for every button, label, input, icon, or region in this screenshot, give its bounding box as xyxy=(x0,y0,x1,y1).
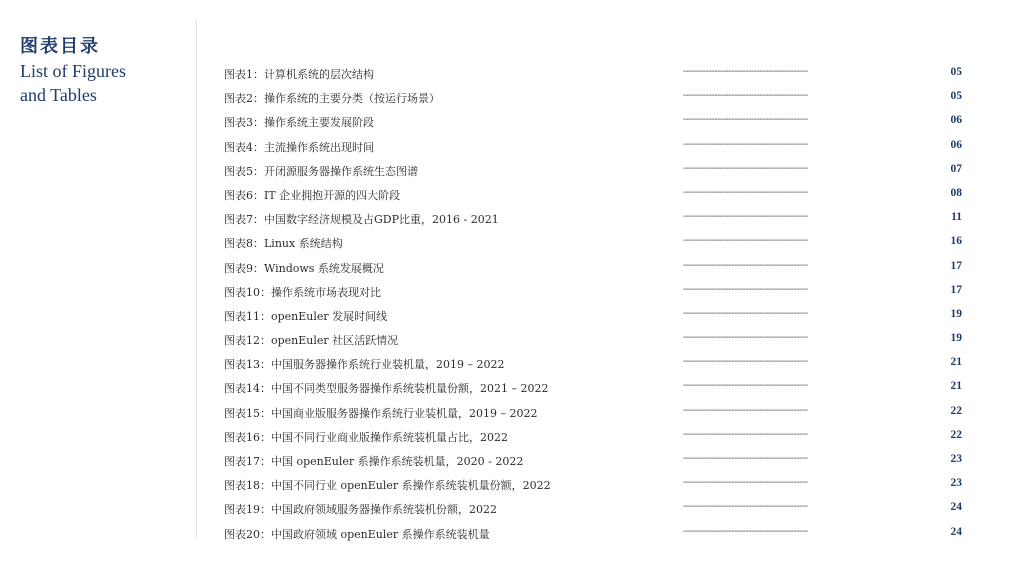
toc-page-number: 22 xyxy=(950,428,962,441)
toc-entry-label: 图表10：操作系统市场表现对比 xyxy=(224,285,381,299)
toc-page-number: 17 xyxy=(950,283,962,296)
figure-list xyxy=(224,62,970,546)
toc-entry[interactable] xyxy=(224,376,970,400)
toc-entry[interactable] xyxy=(224,497,970,521)
toc-entry[interactable] xyxy=(224,256,970,280)
toc-entry-label: 图表11：openEuler 发展时间线 xyxy=(224,309,388,323)
heading-english-line1: List of Figures xyxy=(20,61,126,81)
toc-entry[interactable] xyxy=(224,231,970,255)
toc-page-number: 21 xyxy=(950,380,962,393)
toc-entry[interactable] xyxy=(224,207,970,231)
toc-leader-dots: -------------------------------------------- xyxy=(683,404,808,416)
toc-leader-dots: -------------------------------------------- xyxy=(683,501,808,513)
toc-entry[interactable] xyxy=(224,280,970,304)
toc-page-number: 17 xyxy=(950,259,962,272)
toc-entry-label: 图表16：中国不同行业商业版操作系统装机量占比，2022 xyxy=(224,430,508,444)
toc-entry-label: 图表3：操作系统主要发展阶段 xyxy=(224,116,374,130)
toc-entry[interactable] xyxy=(224,352,970,376)
toc-leader-dots: -------------------------------------------- xyxy=(683,380,808,392)
toc-entry[interactable] xyxy=(224,473,970,497)
toc-leader-dots: -------------------------------------------- xyxy=(683,90,808,102)
toc-page-number: 21 xyxy=(950,356,962,369)
toc-entry[interactable] xyxy=(224,62,970,86)
toc-entry-label: 图表2：操作系统的主要分类（按运行场景） xyxy=(224,92,440,106)
toc-entry[interactable] xyxy=(224,110,970,134)
toc-page-number: 23 xyxy=(950,477,962,490)
toc-page-number: 24 xyxy=(950,525,962,538)
toc-leader-dots: -------------------------------------------- xyxy=(683,477,808,489)
toc-page-number: 05 xyxy=(950,66,962,78)
vertical-divider xyxy=(196,20,197,538)
toc-page-number: 05 xyxy=(950,90,962,103)
toc-page-number: 11 xyxy=(951,211,962,224)
toc-entry-label: 图表9：Windows 系统发展概况 xyxy=(224,261,384,275)
toc-leader-dots: -------------------------------------------- xyxy=(683,428,808,440)
toc-entry-label: 图表1：计算机系统的层次结构 xyxy=(224,68,374,81)
toc-entry-label: 图表4：主流操作系统出现时间 xyxy=(224,140,374,154)
toc-entry[interactable] xyxy=(224,425,970,449)
toc-leader-dots: -------------------------------------------- xyxy=(683,66,808,77)
toc-page-number: 23 xyxy=(950,453,962,465)
toc-page-number: 06 xyxy=(950,114,962,127)
toc-entry-label: 图表14：中国不同类型服务器操作系统装机量份额，2021 – 2022 xyxy=(224,382,549,396)
toc-entry-label: 图表18：中国不同行业 openEuler 系操作系统装机量份额，2022 xyxy=(224,479,551,493)
toc-leader-dots: -------------------------------------------- xyxy=(683,283,808,295)
toc-page-number: 06 xyxy=(950,138,962,151)
toc-leader-dots: -------------------------------------------- xyxy=(683,235,808,247)
toc-leader-dots: -------------------------------------------- xyxy=(683,307,808,319)
toc-leader-dots: -------------------------------------------- xyxy=(683,114,808,126)
toc-entry-label: 图表17：中国 openEuler 系操作系统装机量，2020 - 2022 xyxy=(224,455,524,468)
toc-leader-dots: -------------------------------------------- xyxy=(683,138,808,150)
toc-entry[interactable] xyxy=(224,522,970,546)
toc-page-number: 24 xyxy=(950,501,962,514)
toc-page-number: 19 xyxy=(950,332,962,345)
toc-entry-label: 图表8：Linux 系统结构 xyxy=(224,237,343,251)
toc-entry[interactable] xyxy=(224,449,970,473)
toc-page-number: 22 xyxy=(950,404,962,417)
toc-entry[interactable] xyxy=(224,159,970,183)
toc-leader-dots: -------------------------------------------- xyxy=(683,186,808,198)
toc-entry-label: 图表15：中国商业版服务器操作系统行业装机量，2019 – 2022 xyxy=(224,406,538,420)
toc-entry-label: 图表5：开闭源服务器操作系统生态图谱 xyxy=(224,164,418,178)
toc-entry[interactable] xyxy=(224,401,970,425)
toc-leader-dots: -------------------------------------------- xyxy=(683,453,808,464)
toc-page-number: 08 xyxy=(950,186,962,199)
toc-entry-label: 图表6：IT 企业拥抱开源的四大阶段 xyxy=(224,188,401,202)
toc-entry[interactable] xyxy=(224,86,970,110)
toc-leader-dots: -------------------------------------------- xyxy=(683,259,808,271)
toc-entry-label: 图表20：中国政府领域 openEuler 系操作系统装机量 xyxy=(224,527,490,541)
toc-page-number: 07 xyxy=(950,162,962,175)
toc-leader-dots: -------------------------------------------- xyxy=(683,332,808,344)
toc-leader-dots: -------------------------------------------- xyxy=(683,525,808,537)
toc-entry-label: 图表7：中国数字经济规模及占GDP比重，2016 - 2021 xyxy=(224,213,499,227)
heading-chinese: 图表目录 xyxy=(20,36,100,57)
toc-entry[interactable] xyxy=(224,328,970,352)
toc-heading xyxy=(20,36,126,106)
toc-entry[interactable] xyxy=(224,135,970,159)
toc-entry[interactable] xyxy=(224,304,970,328)
toc-leader-dots: -------------------------------------------- xyxy=(683,211,808,223)
toc-entry[interactable] xyxy=(224,183,970,207)
toc-page-number: 16 xyxy=(950,235,962,248)
toc-leader-dots: -------------------------------------------- xyxy=(683,356,808,368)
toc-entry-label: 图表13：中国服务器操作系统行业装机量，2019 – 2022 xyxy=(224,358,505,372)
toc-entry-label: 图表19：中国政府领域服务器操作系统装机份额，2022 xyxy=(224,503,497,517)
toc-page-number: 19 xyxy=(950,307,962,320)
heading-english-line2: and Tables xyxy=(20,85,97,105)
toc-entry-label: 图表12：openEuler 社区活跃情况 xyxy=(224,334,399,348)
toc-leader-dots: -------------------------------------------- xyxy=(683,162,808,174)
